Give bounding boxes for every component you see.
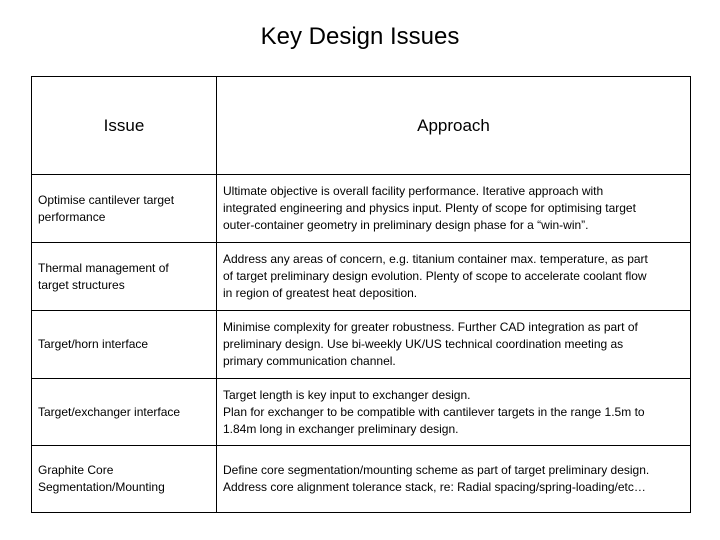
approach-text-line: 1.84m long in exchanger preliminary design. [223, 421, 459, 436]
issue-text-line: Graphite Core [38, 463, 114, 477]
table-row [32, 243, 691, 311]
approach-cell [217, 446, 691, 513]
issue-text-line: target structures [38, 277, 125, 292]
issue-text-line: Thermal management of [38, 260, 169, 275]
issue-cell [32, 379, 217, 446]
table-header-row [32, 77, 691, 175]
approach-cell [217, 311, 691, 379]
approach-cell [217, 379, 691, 446]
approach-text-line: Define core segmentation/mounting scheme as part of target preliminary design. [223, 463, 650, 477]
approach-text-line: in region of greatest heat deposition. [223, 286, 418, 300]
approach-text-line: Plan for exchanger to be compatible with cantilever targets in the range 1.5m to [223, 404, 645, 419]
issue-text-line: Optimise cantilever target [38, 192, 175, 207]
approach-text-line: Address any areas of concern, e.g. titanium container max. temperature, as part [223, 252, 648, 266]
table-row [32, 446, 691, 513]
approach-cell [217, 243, 691, 311]
approach-text-line: primary communication channel. [223, 354, 396, 368]
issue-text-line: performance [38, 209, 106, 224]
approach-cell [217, 175, 691, 243]
issue-text-line: Target/horn interface [38, 337, 149, 351]
approach-text-line: Ultimate objective is overall facility performance. Iterative approach with [223, 184, 604, 198]
issue-text-line: Segmentation/Mounting [38, 480, 165, 494]
issue-text-line: Target/exchanger interface [38, 404, 181, 419]
approach-text-line: integrated engineering and physics input. Plenty of scope for optimising target [223, 201, 636, 215]
issue-column-header: Issue [32, 77, 217, 175]
table-row [32, 311, 691, 379]
approach-text-line: Target length is key input to exchanger design. [223, 387, 471, 402]
approach-column-header: Approach [217, 77, 691, 175]
table-row [32, 379, 691, 446]
issue-cell [32, 175, 217, 243]
approach-text-line: Minimise complexity for greater robustness. Further CAD integration as part of [223, 320, 638, 334]
approach-text-line: of target preliminary design evolution. Plenty of scope to accelerate coolant flow [223, 269, 647, 283]
table-row [32, 175, 691, 243]
approach-text-line: preliminary design. Use bi-weekly UK/US technical coordination meeting as [223, 337, 624, 351]
approach-text-line: Address core alignment tolerance stack, re: Radial spacing/spring-loading/etc… [223, 480, 646, 494]
page-title: Key Design Issues [260, 23, 460, 50]
design-issues-table [31, 76, 691, 513]
issue-cell [32, 311, 217, 379]
approach-text-line: outer-container geometry in preliminary design phase for a “win-win”. [223, 218, 589, 232]
issue-cell [32, 446, 217, 513]
issue-cell [32, 243, 217, 311]
